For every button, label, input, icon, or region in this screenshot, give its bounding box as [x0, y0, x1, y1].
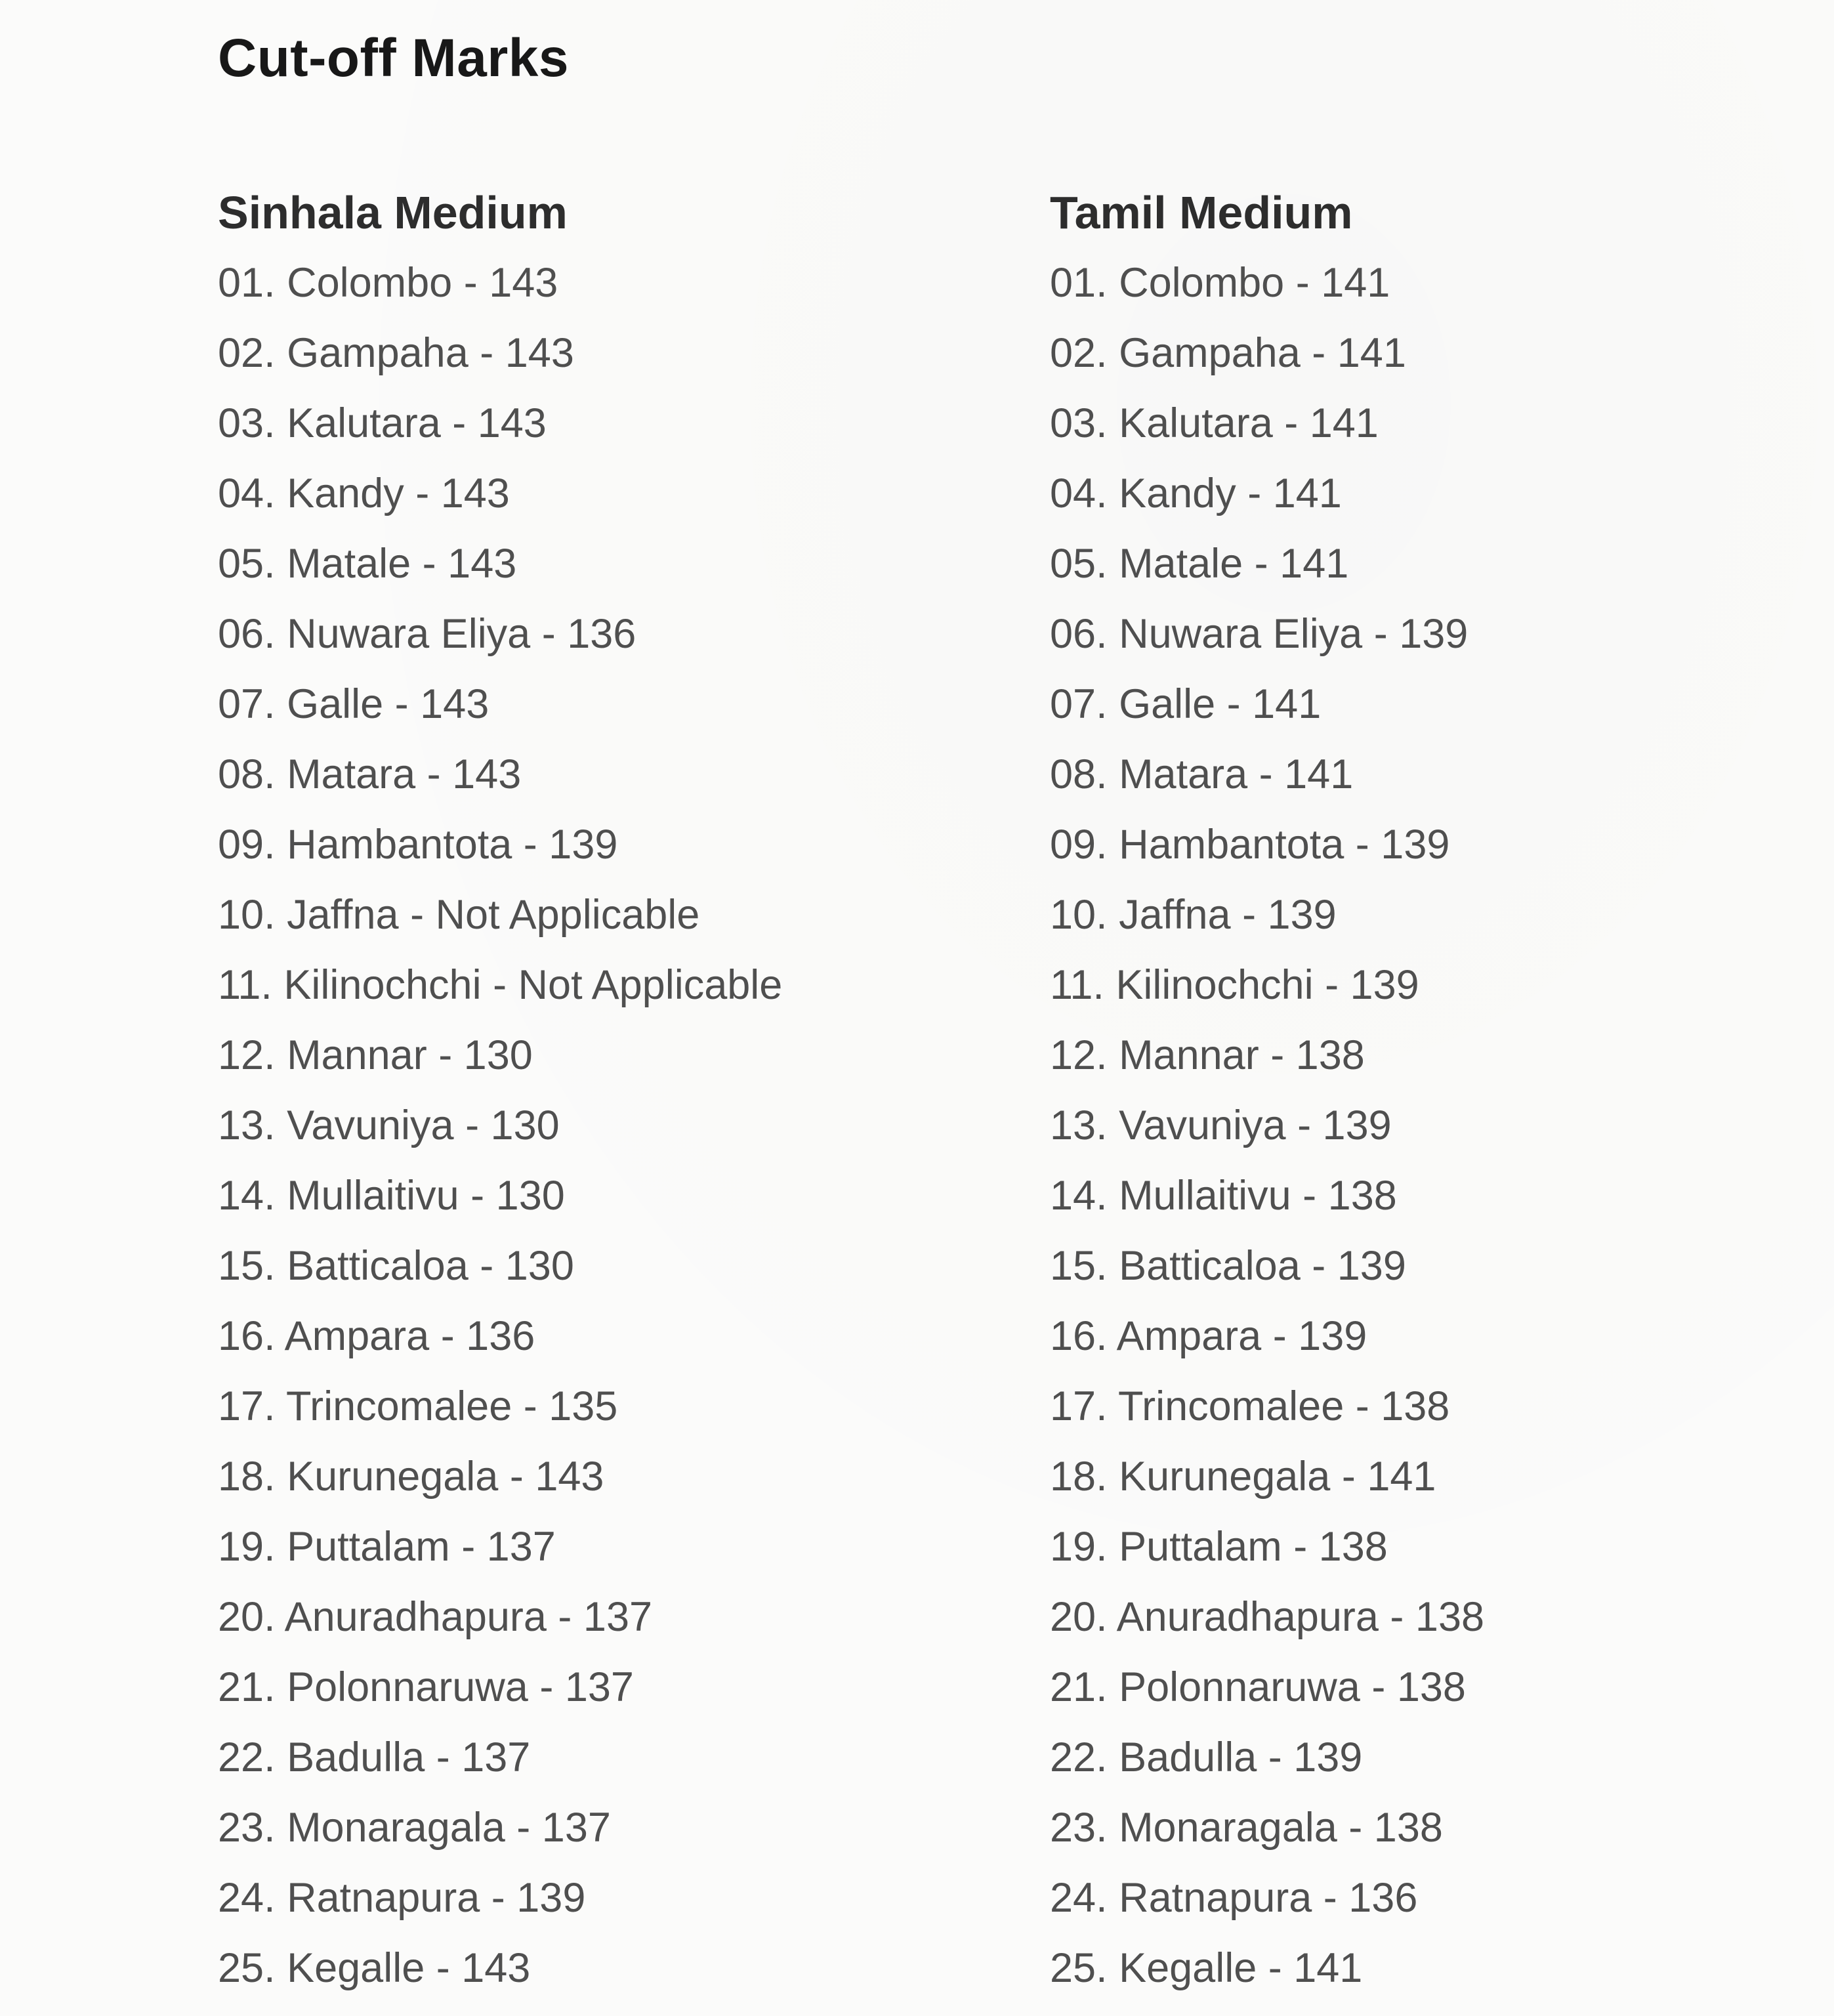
list-item: 15. Batticaloa - 130: [218, 1243, 574, 1289]
list-item: 05. Matale - 141: [1050, 541, 1349, 587]
list-item: 19. Puttalam - 138: [1050, 1524, 1388, 1570]
list-item: 25. Kegalle - 141: [1050, 1945, 1363, 1991]
list-item: 21. Polonnaruwa - 138: [1050, 1664, 1466, 1710]
list-item: 20. Anuradhapura - 137: [218, 1594, 653, 1640]
page-title: Cut-off Marks: [218, 28, 569, 88]
list-item: 06. Nuwara Eliya - 136: [218, 611, 636, 657]
column-tamil-medium: [1050, 186, 1484, 2004]
list-item: 07. Galle - 143: [218, 681, 490, 727]
list-item: 18. Kurunegala - 141: [1050, 1454, 1436, 1500]
list-sinhala-medium: [218, 248, 1050, 2004]
list-item: 25. Kegalle - 143: [218, 1945, 531, 1991]
list-item: 13. Vavuniya - 130: [218, 1102, 560, 1148]
list-item: 10. Jaffna - 139: [1050, 892, 1337, 938]
list-item: 14. Mullaitivu - 138: [1050, 1173, 1397, 1219]
list-item: 03. Kalutara - 143: [218, 400, 547, 446]
list-item: 22. Badulla - 137: [218, 1734, 531, 1780]
list-item: 12. Mannar - 130: [218, 1032, 533, 1078]
list-item: 13. Vavuniya - 139: [1050, 1102, 1392, 1148]
column-sinhala-medium: [218, 186, 1050, 2004]
list-item: 02. Gampaha - 143: [218, 330, 574, 376]
list-item: 17. Trincomalee - 138: [1050, 1383, 1450, 1429]
list-item: 14. Mullaitivu - 130: [218, 1173, 565, 1219]
list-item: 08. Matara - 141: [1050, 751, 1354, 797]
list-item: 22. Badulla - 139: [1050, 1734, 1363, 1780]
list-item: 07. Galle - 141: [1050, 681, 1322, 727]
list-item: 18. Kurunegala - 143: [218, 1454, 604, 1500]
list-item: 06. Nuwara Eliya - 139: [1050, 611, 1469, 657]
list-item: 20. Anuradhapura - 138: [1050, 1594, 1485, 1640]
list-item: 04. Kandy - 141: [1050, 471, 1342, 516]
list-item: 15. Batticaloa - 139: [1050, 1243, 1406, 1289]
list-item: 10. Jaffna - Not Applicable: [218, 892, 700, 938]
list-item: 11. Kilinochchi - 139: [1050, 962, 1419, 1008]
list-item: 16. Ampara - 139: [1050, 1313, 1367, 1359]
list-tamil-medium: [1050, 248, 1484, 2004]
list-item: 01. Colombo - 143: [218, 260, 558, 306]
list-item: 24. Ratnapura - 136: [1050, 1875, 1418, 1921]
column-header-tamil: Tamil Medium: [1050, 187, 1353, 238]
column-header-sinhala: Sinhala Medium: [218, 187, 568, 238]
list-item: 12. Mannar - 138: [1050, 1032, 1365, 1078]
list-item: 21. Polonnaruwa - 137: [218, 1664, 634, 1710]
list-item: 08. Matara - 143: [218, 751, 522, 797]
list-item: 09. Hambantota - 139: [1050, 822, 1450, 868]
list-item: 23. Monaragala - 138: [1050, 1805, 1443, 1851]
list-item: 19. Puttalam - 137: [218, 1524, 556, 1570]
list-item: 23. Monaragala - 137: [218, 1805, 611, 1851]
list-item: 04. Kandy - 143: [218, 471, 510, 516]
list-item: 16. Ampara - 136: [218, 1313, 535, 1359]
list-item: 05. Matale - 143: [218, 541, 517, 587]
list-item: 03. Kalutara - 141: [1050, 400, 1379, 446]
list-item: 11. Kilinochchi - Not Applicable: [218, 962, 783, 1008]
list-item: 24. Ratnapura - 139: [218, 1875, 586, 1921]
list-item: 01. Colombo - 141: [1050, 260, 1390, 306]
columns-container: [218, 186, 1834, 2004]
list-item: 02. Gampaha - 141: [1050, 330, 1406, 376]
list-item: 17. Trincomalee - 135: [218, 1383, 618, 1429]
list-item: 09. Hambantota - 139: [218, 822, 618, 868]
